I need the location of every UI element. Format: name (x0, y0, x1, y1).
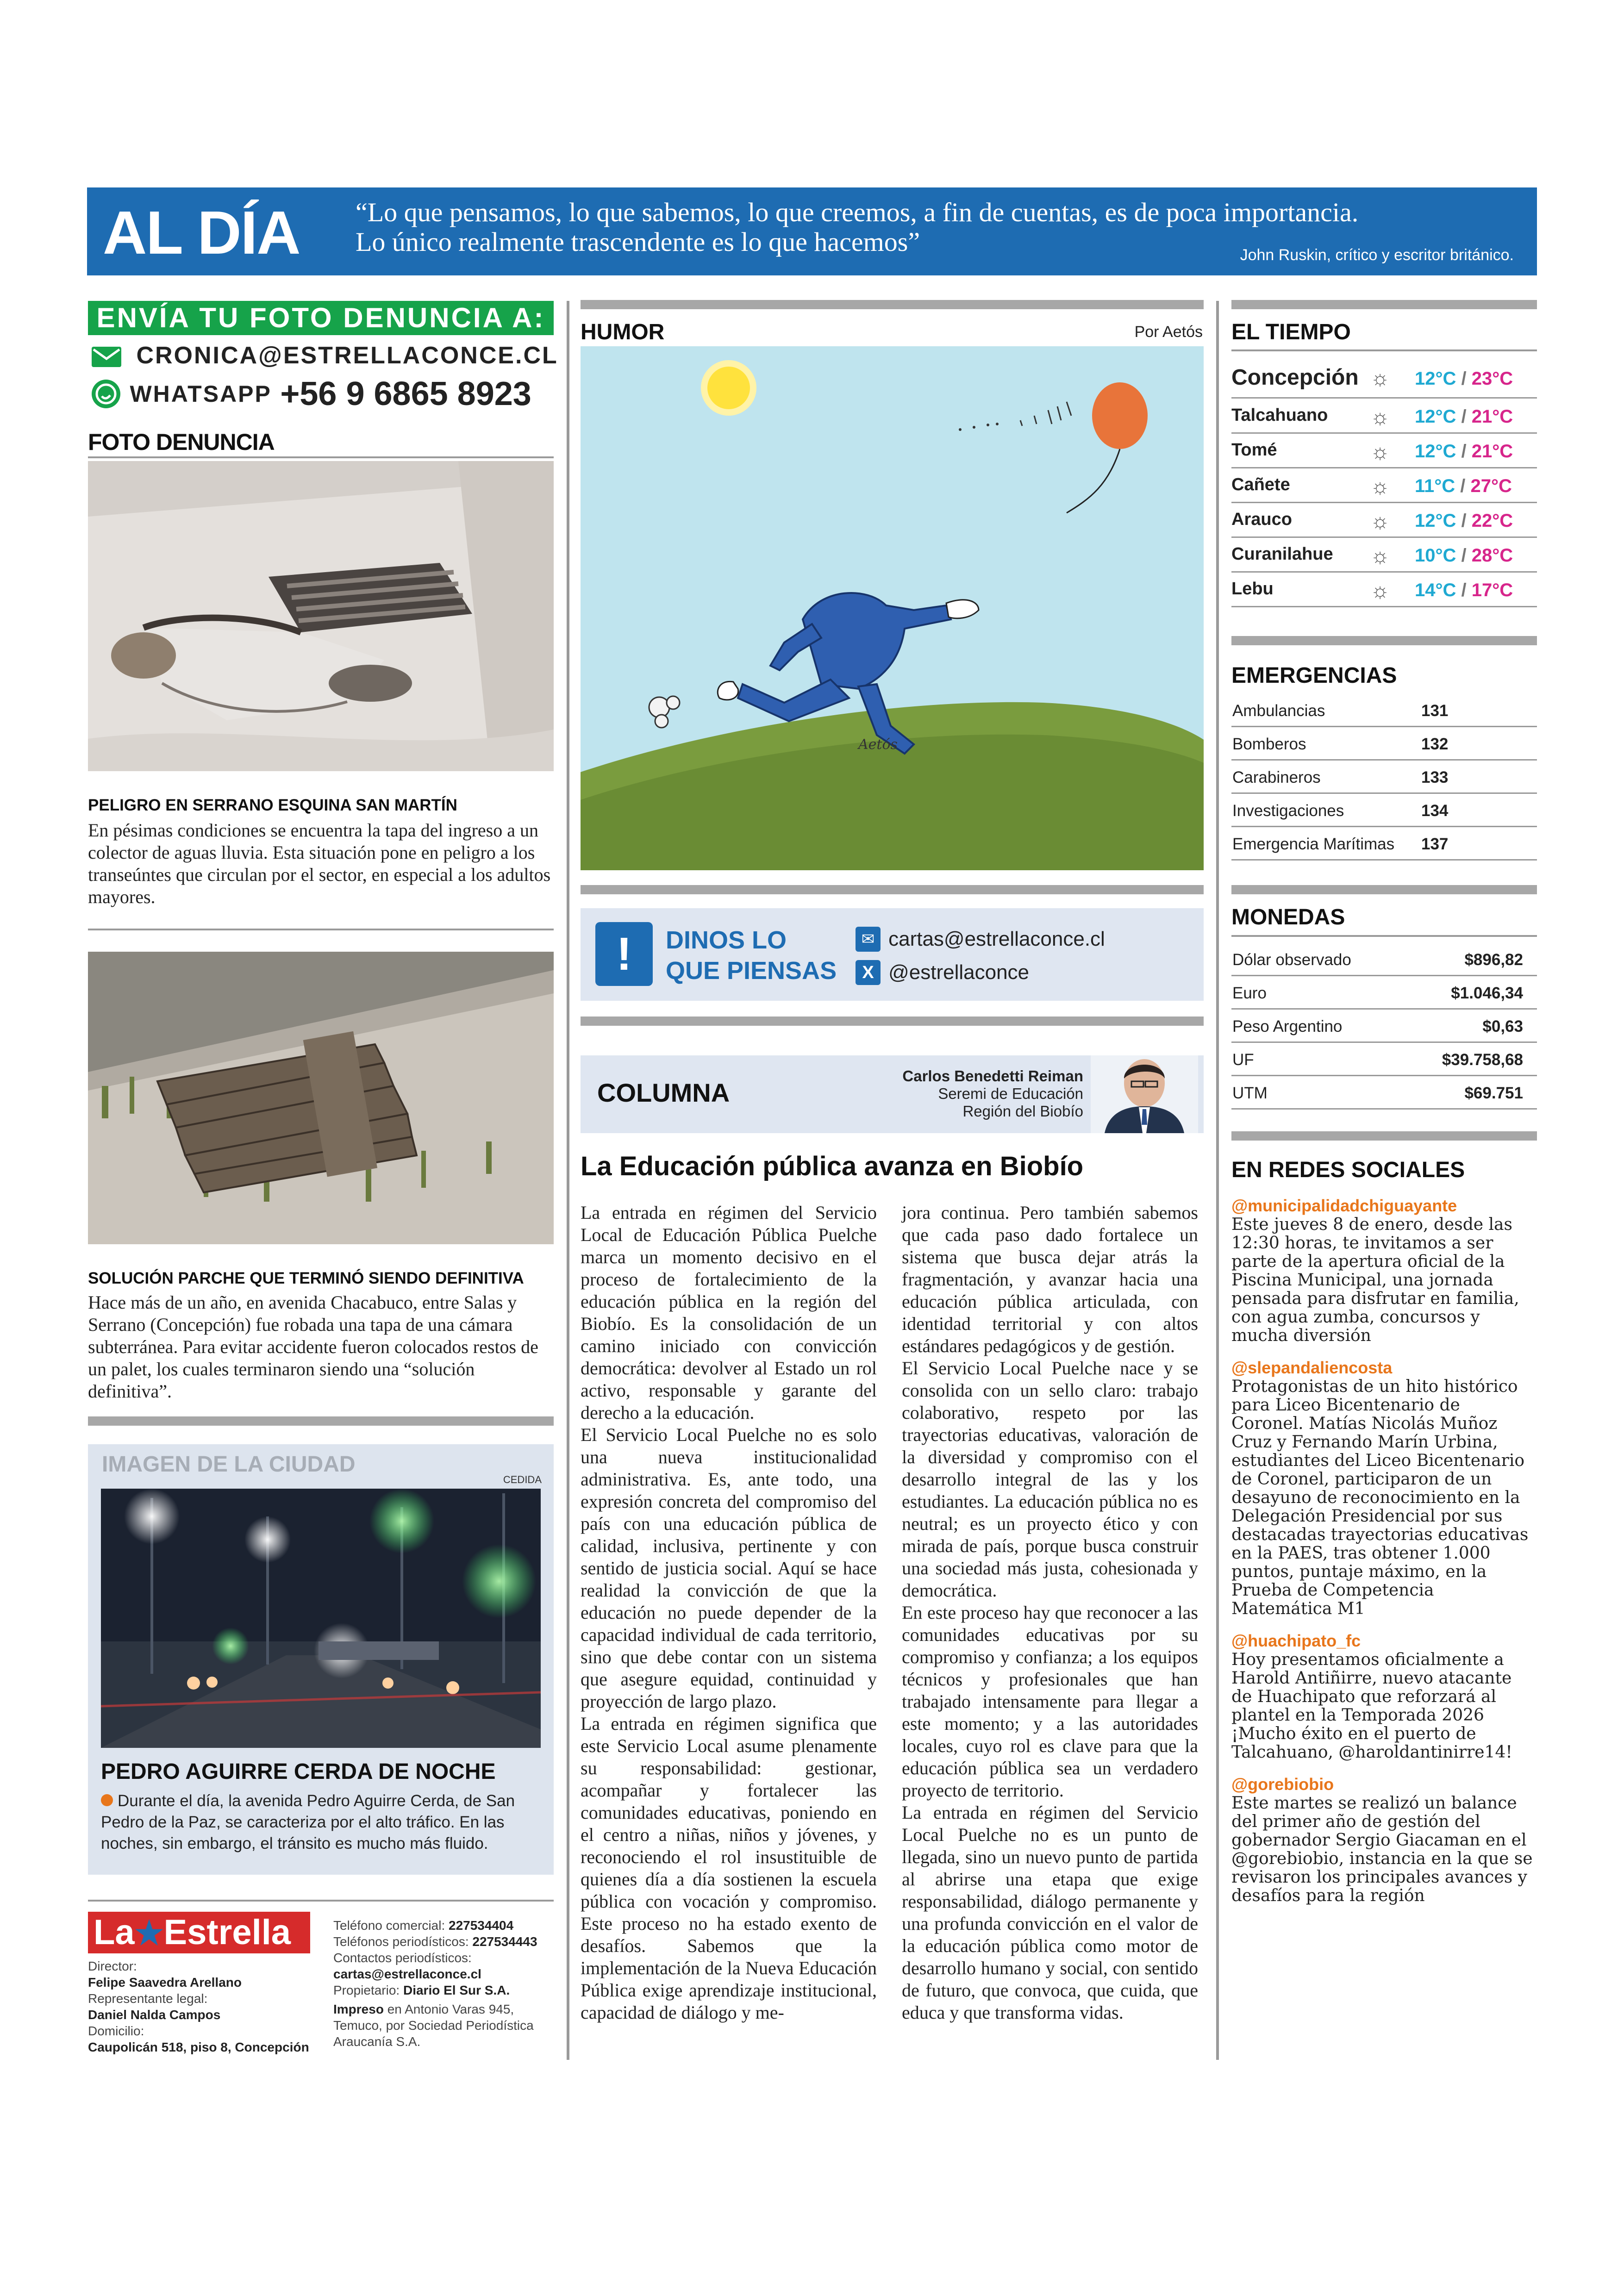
currency-row (1231, 942, 1537, 976)
emergency-row (1231, 727, 1537, 761)
contact-block: Teléfono comercial: 227534404 Teléfonos periodísticos: 227534443 Contactos periodísticos: cartas@estrellaconce.cl Propietario: Diario El Sur S.A. Impreso en Antonio Varas 945, Temuco, por Sociedad Periodística Araucanía S.A. (333, 1917, 556, 2050)
denuncia-2-text: Hace más de un año, en avenida Chacabuco, entre Salas y Serrano (Concepción) fue robada una tapa de una cámara subterránea. Para evitar accidente fueron colocados restos de un palet, los cuales terminaron siendo una “solución definitiva”. (88, 1292, 538, 1402)
currency-value: $69.751 (1464, 1084, 1523, 1102)
denuncia-1-text: En pésimas condiciones se encuentra la tapa del ingreso a un colector de aguas lluvia. Esta situación pone en peligro a los transeúntes que circulan por el sector, en especial a los adultos mayores. (88, 820, 551, 907)
weather-temps: 12°C / 21°C (1415, 406, 1513, 427)
emergency-row (1231, 693, 1537, 727)
emergency-service: Ambulancias (1232, 702, 1325, 720)
currency-name: UF (1232, 1051, 1254, 1069)
temp-max: 17°C (1471, 580, 1513, 600)
social-post (1231, 1775, 1537, 1905)
redes-label: EN REDES SOCIALES (1231, 1158, 1465, 1182)
paragraph: En este proceso hay que reconocer a las comunidades educativas por su compromiso y confianza; a los equipos técnicos y profesionales que han trabajado intensamente para llegar a este momento; y a las autoridades locales, cuyo rol es clave para que la educación pública sea un verdadero proyecto de territorio. (902, 1602, 1198, 1801)
divider-thick (1231, 300, 1537, 309)
star-icon: ★ (134, 1915, 164, 1951)
columna-body-col-2 (902, 1202, 1198, 2024)
weather-city: Curanilahue (1231, 544, 1333, 564)
social-handle[interactable]: @huachipato_fc (1231, 1631, 1361, 1650)
temp-min: 12°C (1415, 441, 1456, 461)
author-portrait (1091, 1055, 1198, 1133)
weather-city: Arauco (1231, 510, 1292, 529)
currency-row (1231, 1042, 1537, 1076)
mail-icon: ✉ (856, 927, 881, 952)
sun-icon: ☼ (1370, 366, 1390, 390)
imagen-ciudad-label: IMAGEN DE LA CIUDAD (102, 1452, 356, 1477)
temp-max: 22°C (1471, 511, 1513, 531)
paragraph: El Servicio Local Puelche no es solo una nueva institucionalidad administrativa. Es, ante todo, una expresión concreta del compromiso del país con una educación pública de calidad, inclusiva, pertinente y con sentido de justicia social. Aquí se hace realidad la convicción de que la educación no puede depender de la capacidad individual de cada territorio, sino que debe contar con un sistema que asegure equidad, continuidad y proyección de largo plazo. (581, 1424, 877, 1712)
currency-value: $0,63 (1482, 1017, 1523, 1035)
sun-icon: ☼ (1370, 578, 1390, 602)
humor-author: Por Aetós (1134, 323, 1203, 341)
sun-icon: ☼ (1370, 439, 1390, 463)
social-text: Protagonistas de un hito histórico para Liceo Bicentenario de Coronel. Matías Nicolás Muñoz Cruz y Fernando Marín Urbina, estudiantes del Liceo Bicentenario de Coronel, participaron de un desayuno de reconocimiento en la Delegación Presidencial por sus destacadas trayectorias educativas en la PAES, tras obtener 1.000 puntos, puntaje máximo, en la Prueba de Competencia Matemática M1 (1231, 1377, 1529, 1618)
staff-block: Director: Felipe Saavedra Arellano Representante legal: Daniel Nalda Campos Domicilio: Caupolicán 518, piso 8, Concepción (88, 1959, 309, 2054)
weather-row (1231, 434, 1537, 468)
paragraph: El Servicio Local Puelche nace y se consolida con un sello claro: trabajo colaborativo, respeto por las trayectorias educativas, valoración de la diversidad y compromiso con el desarrollo integral de las y los estudiantes. La educación pública no es neutral; es un proyecto ético y con mirada de país, porque busca construir una sociedad más justa, cohesionada y democrática. (902, 1358, 1198, 1601)
weather-city: Cañete (1231, 475, 1290, 494)
imagen-ciudad-box (88, 1444, 554, 1875)
columna-header (581, 1055, 1204, 1133)
divider-thick (581, 885, 1204, 894)
weather-row (1231, 468, 1537, 503)
paragraph: jora continua. Pero también sabemos que cada paso dado fortalece un sistema que busca dejar atrás la fragmentación, y avanzar hacia una educación pública articulada, con identidad territorial y con altos estándares pedagógicos y de gestión. (902, 1202, 1198, 1356)
emergency-service: Carabineros (1232, 768, 1321, 786)
divider-thick (581, 1017, 1204, 1026)
temp-max: 23°C (1471, 368, 1513, 389)
columna-headline: La Educación pública avanza en Biobío (581, 1151, 1084, 1181)
social-handle[interactable]: @municipalidadchiguayante (1231, 1196, 1457, 1215)
paragraph: La entrada en régimen significa que este Servicio Local asume plenamente su responsabilidad: gestionar, acompañar y fortalecer las comunidades educativas, poniendo en el centro a niñas, niños y jóvenes, y reconociendo el rol insustituible de quienes día a día sostienen la escuela pública con vocación y compromiso. Este proceso no ha estado exento de desafíos. Sabemos que la implementación de la Nueva Educación Pública exige aprendizaje institucional, capacidad de diálogo y me- (581, 1713, 877, 2023)
social-post (1231, 1358, 1537, 1618)
currency-value: $896,82 (1464, 951, 1523, 969)
alert-icon: ! (595, 922, 653, 986)
foto-denuncia-title: FOTO DENUNCIA (88, 429, 275, 455)
currency-name: Euro (1232, 984, 1267, 1002)
divider (1231, 935, 1537, 937)
weather-row (1231, 357, 1537, 399)
imagen-ciudad-title: PEDRO AGUIRRE CERDA DE NOCHE (101, 1759, 496, 1784)
temp-max: 27°C (1470, 476, 1512, 496)
tiempo-label: EL TIEMPO (1231, 320, 1351, 344)
whatsapp-icon (92, 380, 120, 408)
emergency-number[interactable]: 133 (1421, 768, 1449, 786)
denuncia-email[interactable]: CRONICA@ESTRELLACONCE.CL (136, 342, 558, 369)
imagen-ciudad-text: Durante el día, la avenida Pedro Aguirre Cerda, de San Pedro de la Paz, se caracteriza por el alto tráfico. En las noches, sin embargo, el tránsito es mucho más fluido. (101, 1792, 515, 1852)
weather-city: Tomé (1231, 440, 1277, 460)
humor-cartoon (581, 346, 1204, 870)
divider-thick (1231, 1131, 1537, 1141)
x-icon: X (856, 960, 881, 985)
currency-row (1231, 976, 1537, 1010)
currency-row (1231, 1009, 1537, 1043)
emergency-service: Investigaciones (1232, 802, 1344, 820)
denuncia-2-title: SOLUCIÓN PARCHE QUE TERMINÓ SIENDO DEFINITIVA (88, 1269, 524, 1287)
weather-temps: 11°C / 27°C (1415, 476, 1512, 496)
columna-byline: Carlos Benedetti Reiman Seremi de Educación Región del Biobío (902, 1067, 1083, 1120)
column-divider-left (567, 301, 569, 2060)
dinos-email-row[interactable] (856, 927, 1105, 952)
emergency-number[interactable]: 134 (1421, 802, 1449, 820)
weather-row (1231, 573, 1537, 607)
imagen-ciudad-caption (101, 1790, 541, 1854)
masthead-footer (88, 1912, 556, 2064)
weather-temps: 12°C / 22°C (1415, 511, 1513, 531)
denuncia-banner: ENVÍA TU FOTO DENUNCIA A: (88, 301, 554, 335)
currency-value: $1.046,34 (1451, 984, 1523, 1002)
divider (1231, 349, 1537, 351)
bullet-dot-icon (101, 1794, 113, 1806)
temp-min: 12°C (1415, 406, 1456, 427)
temp-min: 14°C (1415, 580, 1456, 600)
weather-city: Talcahuano (1231, 405, 1328, 425)
dinos-email[interactable]: cartas@estrellaconce.cl (888, 928, 1105, 950)
currency-name: UTM (1232, 1084, 1268, 1102)
emergency-row (1231, 793, 1537, 827)
emergency-number[interactable]: 137 (1421, 835, 1449, 853)
temp-min: 10°C (1415, 545, 1456, 566)
paragraph: La entrada en régimen del Servicio Local de Educación Pública Puelche marca un momento decisivo en el proceso de fortalecimiento de la educación pública en la región del Biobío. Es la consolidación de un camino iniciado con convicción democrática: devolver al Estado un rol activo, responsable y garante del derecho a la educación. (581, 1202, 877, 1423)
weather-city: Lebu (1231, 579, 1274, 599)
whatsapp-number[interactable]: +56 9 6865 8923 (280, 375, 531, 412)
temp-min: 11°C (1415, 476, 1455, 496)
emergency-service: Emergencia Marítimas (1232, 835, 1395, 853)
social-text: Este martes se realizó un balance del primer año de gestión del gobernador Sergio Giacaman en el @gorebiobio, instancia en la que se revisaron los principales avances y desafíos para la región (1231, 1794, 1533, 1905)
sun-icon: ☼ (1370, 405, 1390, 429)
denuncia-1-title: PELIGRO EN SERRANO ESQUINA SAN MARTÍN (88, 796, 457, 814)
section-title: AL DÍA (103, 199, 300, 267)
pallet-photo (88, 952, 554, 1244)
quote-line-1: “Lo que pensamos, lo que sabemos, lo que creemos, a fin de cuentas, es de poca importancia. (356, 197, 1359, 227)
social-handle[interactable]: @slepandaliencosta (1231, 1358, 1393, 1377)
social-post (1231, 1196, 1537, 1345)
divider (88, 929, 554, 930)
al-dia-banner (87, 187, 1537, 275)
monedas-label: MONEDAS (1231, 905, 1345, 929)
sun-icon: ☼ (1370, 474, 1390, 498)
emergencias-label: EMERGENCIAS (1231, 663, 1397, 688)
sun-icon: ☼ (1370, 509, 1390, 533)
social-text: Hoy presentamos oficialmente a Harold Antiñirre, nuevo atacante de Huachipato que reforzará al plantel en la Temporada 2026 ¡Mucho éxito en el puerto de Talcahuano, @haroldantinirre14! (1231, 1650, 1512, 1762)
emergency-row (1231, 760, 1537, 794)
divider (88, 456, 554, 458)
redes-list (1231, 1196, 1537, 1918)
temp-min: 12°C (1415, 368, 1456, 389)
drain-photo (88, 461, 554, 771)
emergency-service: Bomberos (1232, 735, 1306, 753)
temp-min: 12°C (1415, 511, 1456, 531)
weather-row (1231, 503, 1537, 538)
temp-max: 21°C (1471, 441, 1513, 461)
emergency-number[interactable]: 131 (1421, 702, 1449, 720)
night-street-photo (101, 1489, 541, 1748)
weather-temps: 12°C / 23°C (1415, 368, 1513, 389)
social-post (1231, 1631, 1537, 1762)
weather-city: Concepción (1231, 365, 1359, 390)
currency-value: $39.758,68 (1442, 1051, 1523, 1069)
divider (88, 1900, 554, 1902)
mail-icon (92, 347, 121, 367)
denuncia-whatsapp-row[interactable] (92, 375, 531, 413)
humor-label: HUMOR (581, 320, 665, 344)
currency-name: Dólar observado (1232, 951, 1351, 969)
divider-thick (581, 300, 1204, 309)
dinos-title: DINOS LO QUE PIENSAS (666, 926, 837, 985)
divider-thick (1231, 636, 1537, 645)
divider-thick (1231, 885, 1537, 894)
dinos-x-row[interactable] (856, 960, 1029, 985)
emergency-row (1231, 827, 1537, 861)
photo-credit: CEDIDA (503, 1474, 542, 1485)
social-handle[interactable]: @gorebiobio (1231, 1775, 1334, 1794)
sun-icon: ☼ (1370, 543, 1390, 568)
temp-max: 21°C (1471, 406, 1513, 427)
column-divider-right (1216, 301, 1219, 2060)
columna-body-col-1 (581, 1202, 877, 2024)
weather-temps: 14°C / 17°C (1415, 580, 1513, 600)
emergency-number[interactable]: 132 (1421, 735, 1449, 753)
weather-row (1231, 538, 1537, 573)
svg-text:Aetós: Aetós (858, 736, 898, 753)
dinos-lo-que-piensas-box (581, 908, 1204, 1001)
currency-name: Peso Argentino (1232, 1017, 1343, 1035)
weather-temps: 10°C / 28°C (1415, 545, 1513, 566)
paragraph: La entrada en régimen del Servicio Local Puelche no es un punto de llegada, sino un nuevo punto de partida al abrirse una etapa que exige responsabilidad, diálogo permanente y una profunda convicción en el valor de la educación pública como motor de desarrollo humano y social, con sentido de futuro, que convoca, que cuida, que educa y que transforma vidas. (902, 1802, 1198, 2023)
columna-label: COLUMNA (597, 1078, 730, 1107)
denuncia-email-row[interactable] (92, 342, 558, 369)
social-text: Este jueves 8 de enero, desde las 12:30 horas, te invitamos a ser parte de la apertura oficial de la Piscina Municipal, una jornada pensada para disfrutar en familia, con agua zumba, concursos y mucha diversión (1231, 1215, 1519, 1345)
quote-line-2: Lo único realmente trascendente es lo que hacemos” (356, 227, 920, 257)
footer-email[interactable]: cartas@estrellaconce.cl (333, 1967, 481, 1981)
dinos-x-handle[interactable]: @estrellaconce (888, 961, 1030, 984)
quote-author: John Ruskin, crítico y escritor británico. (1240, 246, 1514, 264)
whatsapp-label: WHATSAPP (130, 381, 272, 407)
weather-row (1231, 399, 1537, 434)
divider-thick (88, 1416, 554, 1426)
temp-max: 28°C (1471, 545, 1513, 566)
currency-row (1231, 1076, 1537, 1110)
la-estrella-logo: La★Estrella (88, 1912, 310, 1953)
weather-temps: 12°C / 21°C (1415, 441, 1513, 461)
